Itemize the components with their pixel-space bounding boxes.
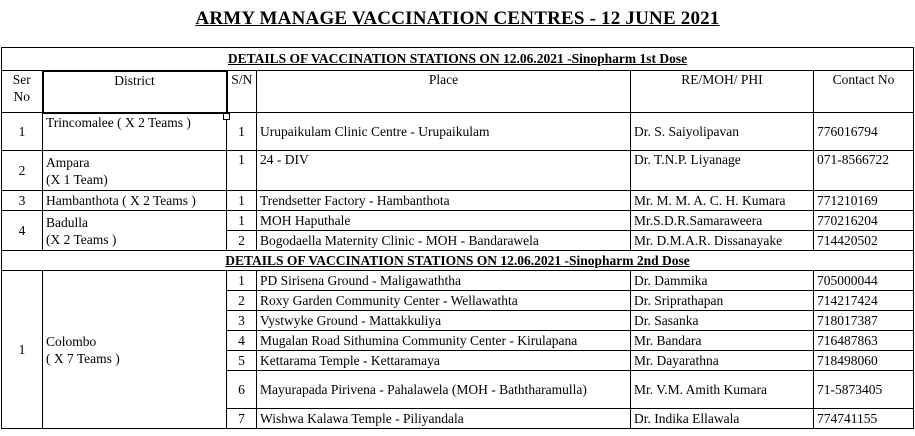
district-cell <box>43 151 227 191</box>
district-teams: ( X 7 Teams ) <box>46 350 120 366</box>
sn-cell: 3 <box>227 311 257 331</box>
officer-cell: Mr. Bandara <box>631 331 814 351</box>
place-cell: Roxy Garden Community Center - Wellawathta <box>257 291 631 311</box>
sn-cell: 6 <box>227 371 257 409</box>
table-row <box>2 211 914 231</box>
officer-cell: Dr. Sasanka <box>631 311 814 331</box>
page-title: ARMY MANAGE VACCINATION CENTRES - 12 JUNE 2021 <box>195 8 720 29</box>
sn-cell: 2 <box>227 231 257 251</box>
officer-cell: Dr. Dammika <box>631 271 814 291</box>
contact-cell: 771210169 <box>814 191 914 211</box>
district-cell: Trincomalee ( X 2 Teams ) <box>43 113 227 151</box>
contact-cell: 705000044 <box>814 271 914 291</box>
column-header-row <box>2 71 914 113</box>
sn-cell: 1 <box>227 211 257 231</box>
header-district: District <box>43 71 227 113</box>
officer-cell: Dr. Sriprathapan <box>631 291 814 311</box>
contact-cell: 71-5873405 <box>814 371 914 409</box>
sn-cell: 2 <box>227 291 257 311</box>
contact-cell: 718017387 <box>814 311 914 331</box>
ser-cell: 1 <box>2 113 43 151</box>
section-title-1st-dose: DETAILS OF VACCINATION STATIONS ON 12.06.2021 -Sinopharm 1st Dose <box>2 48 914 71</box>
district-cell <box>43 271 227 429</box>
contact-cell: 718498060 <box>814 351 914 371</box>
place-cell: MOH Haputhale <box>257 211 631 231</box>
place-cell: Wishwa Kalawa Temple - Piliyandala <box>257 409 631 429</box>
officer-cell: Mr. D.M.A.R. Dissanayake <box>631 231 814 251</box>
officer-cell: Mr. Dayarathna <box>631 351 814 371</box>
table-row <box>2 113 914 151</box>
contact-cell: 071-8566722 <box>814 151 914 191</box>
district-name: Ampara <box>46 154 90 170</box>
district-name: Badulla <box>46 214 88 230</box>
district-name: Colombo <box>46 333 97 349</box>
header-place: Place <box>257 71 631 113</box>
contact-cell: 714217424 <box>814 291 914 311</box>
place-cell: Kettarama Temple - Kettaramaya <box>257 351 631 371</box>
sn-cell: 1 <box>227 151 257 191</box>
section-header-row <box>2 48 914 71</box>
district-cell: Hambanthota ( X 2 Teams ) <box>43 191 227 211</box>
contact-cell: 716487863 <box>814 331 914 351</box>
place-cell: Vystwyke Ground - Mattakkuliya <box>257 311 631 331</box>
place-cell: Mayurapada Pirivena - Pahalawela (MOH - Baththaramulla) <box>257 371 631 409</box>
header-no: No <box>13 89 30 104</box>
table-row <box>2 151 914 191</box>
section-header-row <box>2 251 914 271</box>
header-officer: RE/MOH/ PHI <box>631 71 814 113</box>
header-sn: S/N <box>227 71 257 113</box>
ser-cell: 4 <box>2 211 43 251</box>
table-row <box>2 271 914 291</box>
cell-resize-handle[interactable] <box>223 113 230 120</box>
officer-cell: Dr. Indika Ellawala <box>631 409 814 429</box>
sn-cell: 1 <box>227 271 257 291</box>
place-cell: Bogodaella Maternity Clinic - MOH - Bandarawela <box>257 231 631 251</box>
officer-cell: Mr. M. M. A. C. H. Kumara <box>631 191 814 211</box>
contact-cell: 776016794 <box>814 113 914 151</box>
ser-cell: 3 <box>2 191 43 211</box>
district-cell <box>43 211 227 251</box>
contact-cell: 770216204 <box>814 211 914 231</box>
place-cell: Mugalan Road Sithumina Community Center - Kirulapana <box>257 331 631 351</box>
officer-cell: Mr.S.D.R.Samaraweera <box>631 211 814 231</box>
place-cell: Trendsetter Factory - Hambanthota <box>257 191 631 211</box>
header-ser: Ser <box>12 72 31 87</box>
section-title-2nd-dose: DETAILS OF VACCINATION STATIONS ON 12.06.2021 -Sinopharm 2nd Dose <box>2 251 914 271</box>
officer-cell: Mr. V.M. Amith Kumara <box>631 371 814 409</box>
vaccination-table <box>1 47 914 429</box>
sn-cell: 1 <box>227 191 257 211</box>
contact-cell: 714420502 <box>814 231 914 251</box>
place-cell: Urupaikulam Clinic Centre - Urupaikulam <box>257 113 631 151</box>
sn-cell: 1 <box>227 113 257 151</box>
sn-cell: 4 <box>227 331 257 351</box>
header-ser-no <box>2 71 43 113</box>
ser-cell: 2 <box>2 151 43 191</box>
sn-cell: 7 <box>227 409 257 429</box>
district-teams: (X 1 Team) <box>46 171 108 187</box>
ser-cell: 1 <box>2 271 43 429</box>
header-contact: Contact No <box>814 71 914 113</box>
place-cell: 24 - DIV <box>257 151 631 191</box>
officer-cell: Dr. S. Saiyolipavan <box>631 113 814 151</box>
place-cell: PD Sirisena Ground - Maligawaththa <box>257 271 631 291</box>
contact-cell: 774741155 <box>814 409 914 429</box>
district-teams: (X 2 Teams ) <box>46 231 117 247</box>
sn-cell: 5 <box>227 351 257 371</box>
table-row <box>2 191 914 211</box>
officer-cell: Dr. T.N.P. Liyanage <box>631 151 814 191</box>
